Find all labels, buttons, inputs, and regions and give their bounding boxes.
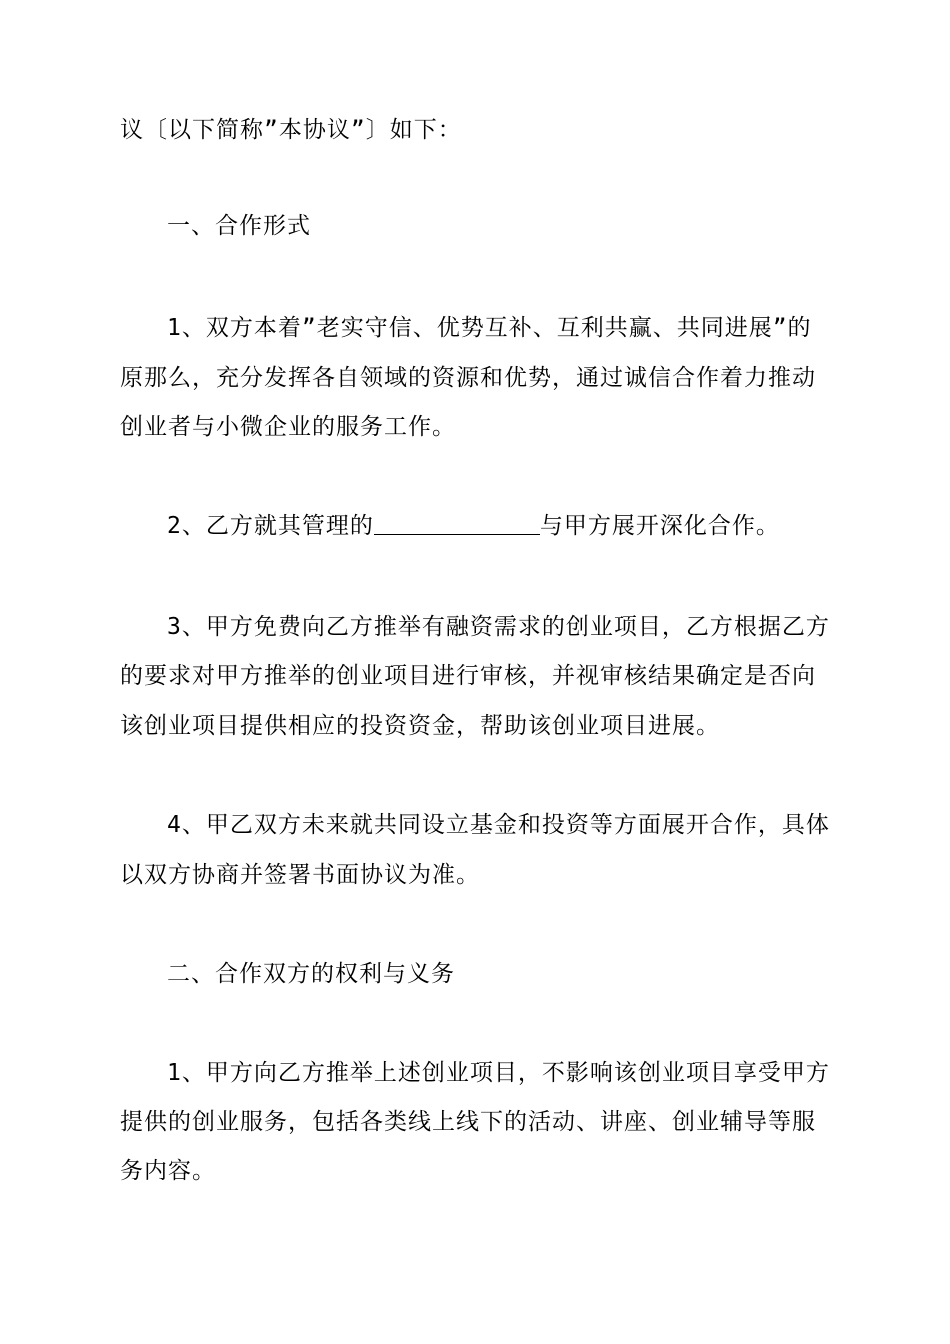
s2-item1-line3: 务内容。	[120, 1158, 216, 1184]
s2-item1-line2: 提供的创业服务，包括各类线上线下的活动、讲座、创业辅导等服	[120, 1109, 816, 1135]
s1-item2-text-after: 与甲方展开深化合作。	[539, 513, 780, 539]
s1-item4-line2: 以双方协商并签署书面协议为准。	[120, 862, 480, 888]
s1-item3-line1: 3、甲方免费向乙方推举有融资需求的创业项目，乙方根据乙方	[167, 614, 830, 640]
section-1-heading: 一、合作形式	[167, 213, 311, 239]
fill-in-blank	[374, 516, 540, 535]
s2-item1-line1: 1、甲方向乙方推举上述创业项目，不影响该创业项目享受甲方	[167, 1060, 830, 1086]
s1-item3-line2: 的要求对甲方推举的创业项目进行审核，并视审核结果确定是否向	[120, 663, 816, 689]
s1-item1-line1: 1、双方本着”老实守信、优势互补、互利共赢、共同进展”的	[167, 315, 812, 341]
section-2-heading: 二、合作双方的权利与义务	[167, 961, 455, 987]
s1-item1-line2: 原那么，充分发挥各自领域的资源和优势，通过诚信合作着力推动	[120, 365, 816, 391]
s1-item4-line1: 4、甲乙双方未来就共同设立基金和投资等方面展开合作，具体	[167, 812, 830, 838]
s1-item3-line3: 该创业项目提供相应的投资资金，帮助该创业项目进展。	[120, 713, 720, 739]
intro-line: 议〔以下简称”本协议”〕如下：	[120, 117, 462, 143]
s1-item2-text-before: 2、乙方就其管理的	[167, 513, 374, 539]
s1-item2-line	[167, 514, 887, 538]
s1-item1-line3: 创业者与小微企业的服务工作。	[120, 414, 456, 440]
